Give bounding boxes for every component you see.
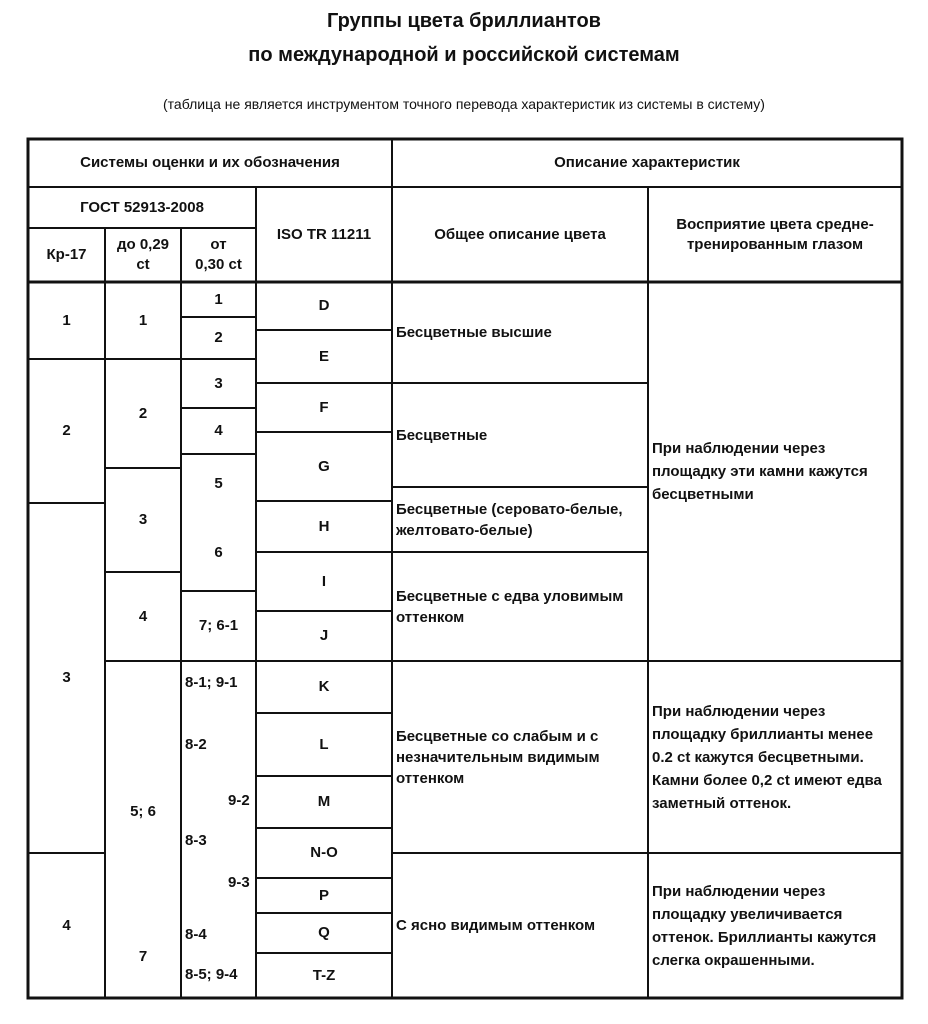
from030-cell: 8-2 [185, 736, 207, 753]
header-kr17: Кр-17 [46, 246, 87, 263]
general-cell: Бесцветные [396, 426, 488, 444]
page-title-line2: по международной и российской системам [248, 44, 680, 66]
upto029-cell: 4 [138, 607, 148, 625]
from030-cell: 3 [214, 374, 223, 392]
general-cell: С ясно видимым оттенком [396, 917, 596, 934]
iso-cell: J [319, 627, 329, 644]
header-description: Описание характеристик [554, 154, 740, 171]
from030-cell: 8-5; 9-4 [185, 966, 238, 983]
header-from030-line1: от [210, 236, 227, 253]
iso-cell: L [319, 735, 329, 753]
kr17-cell: 1 [62, 311, 71, 329]
iso-cell: Q [318, 924, 330, 941]
iso-cell: H [318, 517, 330, 535]
perception-cell: При наблюдении через площадку увеличивается оттенок. Бриллианты кажутся слегка окрашенными. [652, 882, 877, 969]
iso-cell: K [318, 678, 330, 695]
upto029-cell: 5; 6 [130, 803, 156, 820]
from030-cell: 7; 6-1 [198, 617, 239, 634]
header-upto029-line1: до 0,29 [116, 236, 170, 253]
general-cell: Бесцветные со слабым и с незначительным видимым оттенком [396, 727, 600, 787]
iso-cell: T-Z [312, 966, 336, 984]
iso-cell: N-O [310, 844, 338, 861]
iso-cell: F [319, 398, 329, 416]
upto029-cell: 3 [138, 511, 148, 528]
header-upto029 [105, 228, 181, 282]
header-from030-line2: 0,30 ct [195, 256, 242, 273]
page-title: Группы цвета бриллиантов [327, 10, 601, 32]
upto029-cell: 7 [138, 948, 148, 965]
from030-cell: 6 [214, 543, 223, 561]
general-cell: Бесцветные (серовато-белые, желтовато-белые) [396, 500, 623, 539]
iso-cell: E [318, 347, 329, 365]
page-subtitle: (таблица не является инструментом точного перевода характеристик из системы в систему) [163, 96, 765, 112]
header-systems: Системы оценки и их обозначения [80, 154, 340, 171]
upto029-cell: 2 [138, 404, 148, 422]
from030-cell: 8-1; 9-1 [185, 674, 238, 691]
perception-cell: При наблюдении через площадку эти камни кажутся бесцветными [652, 440, 868, 503]
from030-cell: 1 [214, 290, 223, 308]
kr17-cell: 4 [62, 916, 71, 934]
from030-cell: 2 [214, 329, 223, 346]
from030-cell: 9-2 [228, 792, 250, 809]
upto029-cell: 1 [138, 311, 148, 329]
perception-cell: При наблюдении через площадку бриллианты менее 0.2 ct кажутся бесцветными. Камни более 0,2 ct имеют едва заметный оттенок. [652, 702, 882, 812]
from030-cell: 9-3 [228, 874, 250, 891]
iso-cell: P [318, 886, 329, 904]
general-cell: Бесцветные с едва уловимым оттенком [396, 587, 624, 626]
iso-cell: I [321, 572, 327, 590]
header-general: Общее описание цвета [434, 225, 606, 243]
from030-cell: 4 [214, 422, 223, 439]
iso-cell: M [317, 793, 331, 810]
from030-cell: 5 [214, 475, 223, 492]
from030-cell: 8-4 [185, 926, 207, 943]
from030-cell: 8-3 [185, 832, 207, 849]
header-from030 [181, 228, 256, 282]
iso-cell: D [318, 297, 330, 314]
header-upto029-line2: ct [136, 256, 150, 273]
header-perception: Восприятие цвета средне-тренированным глазом [676, 215, 874, 253]
kr17-cell: 3 [62, 669, 71, 686]
header-gost: ГОСТ 52913-2008 [80, 198, 204, 216]
general-cell: Бесцветные высшие [396, 324, 552, 341]
iso-cell: G [318, 457, 330, 475]
kr17-cell: 2 [62, 422, 71, 439]
header-iso: ISO TR 11211 [276, 225, 372, 243]
